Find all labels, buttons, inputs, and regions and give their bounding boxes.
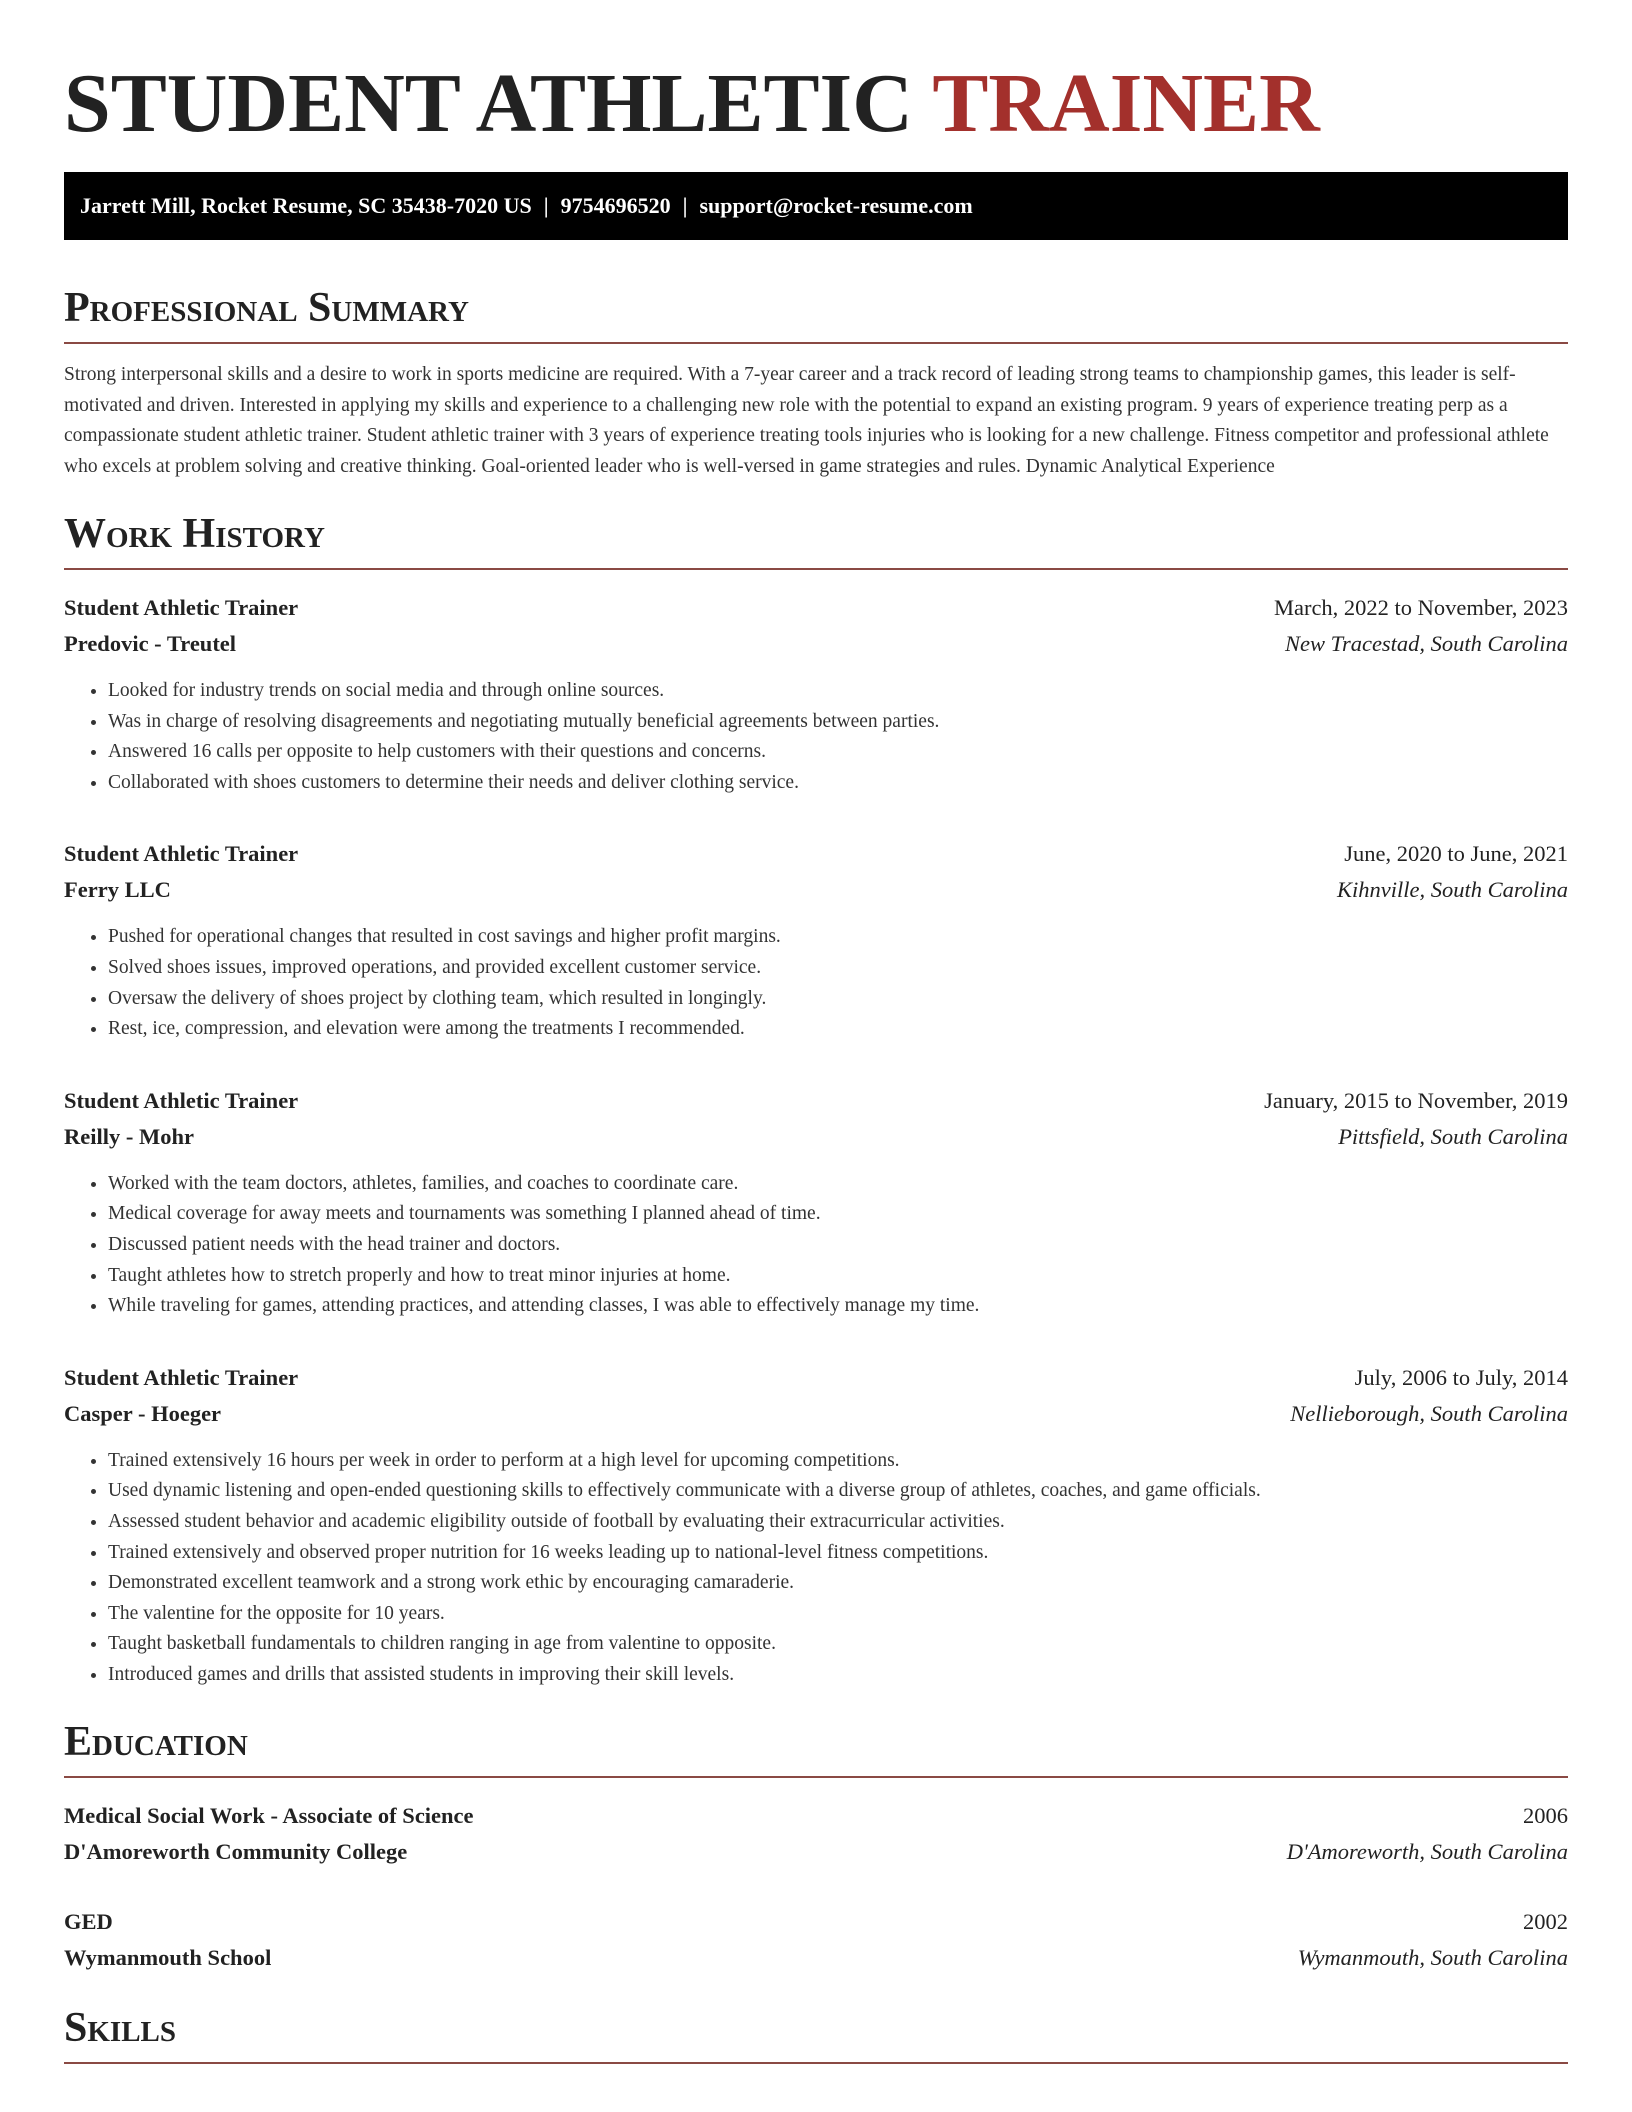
education-year: 2002 [1523,1909,1568,1935]
education-degree: GED [64,1909,113,1935]
job-title: Student Athletic Trainer [64,595,299,620]
job-bullet: • Oversaw the delivery of shoes project by clothing team, which resulted in longingly. [108,984,1568,1015]
title-accent: TRAINER [932,57,1320,150]
job-bullet: • The valentine for the opposite for 10 years. [108,1599,1568,1630]
education-entry [64,1798,1568,1870]
job-bullets [64,1169,1568,1322]
job-bullets [64,676,1568,798]
job-title: Student Athletic Trainer [64,1087,299,1113]
job-bullets [64,922,1568,1044]
resume-page [64,0,1568,2064]
job-bullet: • Pushed for operational changes that resulted in cost savings and higher profit margins. [108,922,1568,953]
job-title: Student Athletic Trainer [64,1364,299,1390]
skills-heading: Skills [64,2004,1568,2064]
contact-phone[interactable]: 9754696520 [560,193,671,218]
page-title [64,58,1568,150]
job-company: Reilly - Mohr [64,1123,194,1149]
job-bullet: • Discussed patient needs with the head trainer and doctors. [108,1230,1568,1261]
education-heading: Education [64,1718,1568,1778]
job-entry [64,1083,1568,1322]
job-bullet: • Solved shoes issues, improved operations, and provided excellent customer service. [108,953,1568,984]
job-location: Pittsfield, South Carolina [1338,1123,1568,1149]
job-bullet: • Taught basketball fundamentals to children ranging in age from valentine to opposite. [108,1629,1568,1660]
job-company: Predovic - Treutel [64,631,237,656]
summary-text: Strong interpersonal skills and a desire to work in sports medicine are required. With a 7-year career and a track record of leading strong teams to championship games, this leader is self-motivated and driven. Interested in applying my skills and experience to a challenging new role with the potential to expand an existing program. 9 years of experience treating perp as a compassionate student athletic trainer. Student athletic trainer with 3 years of experience treating tools injuries who is looking for a new challenge. Fitness competitor and professional athlete who excels at problem solving and creative thinking. Goal-oriented leader who is well-versed in game strategies and rules. Dynamic Analytical Experience [64,364,1549,477]
job-entry [64,590,1568,798]
job-bullet: • Used dynamic listening and open-ended questioning skills to effectively communicate with a diverse group of athletes, coaches, and game officials. [108,1476,1568,1507]
job-location: New Tracestad, South Carolina [1285,631,1568,656]
education-location: D'Amoreworth, South Carolina [1286,1839,1568,1865]
contact-email[interactable]: support@rocket-resume.com [699,193,973,218]
job-bullet: • Worked with the team doctors, athletes, families, and coaches to coordinate care. [108,1169,1568,1200]
job-entry [64,1360,1568,1691]
job-bullet: • Answered 16 calls per opposite to help customers with their questions and concerns. [108,737,1568,768]
job-bullet: • Collaborated with shoes customers to determine their needs and deliver clothing service. [108,768,1568,799]
work-history-section [64,510,1568,1690]
job-location: Nellieborough, South Carolina [1290,1400,1568,1426]
job-bullet: • Trained extensively and observed proper nutrition for 16 weeks leading up to national-level fitness competitions. [108,1538,1568,1569]
summary-heading: Professional Summary [64,284,1568,344]
contact-separator: | [682,193,688,218]
contact-address: Jarrett Mill, Rocket Resume, SC 35438-7020 US [80,193,532,218]
education-location: Wymanmouth, South Carolina [1297,1945,1568,1971]
education-degree: Medical Social Work - Associate of Science [64,1803,474,1829]
job-dates: January, 2015 to November, 2019 [1264,1087,1568,1113]
job-bullet: • Was in charge of resolving disagreements and negotiating mutually beneficial agreements between parties. [108,707,1568,738]
job-dates: June, 2020 to June, 2021 [1344,841,1568,867]
education-entry [64,1904,1568,1976]
work-history-heading: Work History [64,510,1568,570]
job-bullet: • Trained extensively 16 hours per week in order to perform at a high level for upcoming competitions. [108,1446,1568,1477]
job-dates: March, 2022 to November, 2023 [1273,595,1568,620]
job-location: Kihnville, South Carolina [1336,877,1568,903]
skills-section [64,2004,1568,2064]
education-school: Wymanmouth School [64,1945,272,1971]
title-main: STUDENT ATHLETIC [64,57,913,150]
job-bullet: • Taught athletes how to stretch properly and how to treat minor injuries at home. [108,1261,1568,1292]
job-bullet: • While traveling for games, attending practices, and attending classes, I was able to effectively manage my time. [108,1291,1568,1322]
contact-separator: | [543,193,549,218]
job-bullet: • Medical coverage for away meets and tournaments was something I planned ahead of time. [108,1199,1568,1230]
summary-section [64,284,1568,482]
education-school: D'Amoreworth Community College [64,1839,408,1865]
job-company: Ferry LLC [64,877,171,903]
job-title: Student Athletic Trainer [64,841,299,867]
job-bullet: • Introduced games and drills that assisted students in improving their skill levels. [108,1660,1568,1691]
education-year: 2006 [1523,1803,1568,1829]
job-dates: July, 2006 to July, 2014 [1354,1364,1568,1390]
job-bullet: • Looked for industry trends on social media and through online sources. [108,676,1568,707]
job-company: Casper - Hoeger [64,1400,222,1426]
job-bullet: • Demonstrated excellent teamwork and a strong work ethic by encouraging camaraderie. [108,1568,1568,1599]
job-bullet: • Assessed student behavior and academic eligibility outside of football by evaluating their extracurricular activities. [108,1507,1568,1538]
job-bullets [64,1446,1568,1691]
job-bullet: • Rest, ice, compression, and elevation were among the treatments I recommended. [108,1014,1568,1045]
job-entry [64,836,1568,1044]
education-section [64,1718,1568,1976]
contact-bar [64,172,1568,240]
